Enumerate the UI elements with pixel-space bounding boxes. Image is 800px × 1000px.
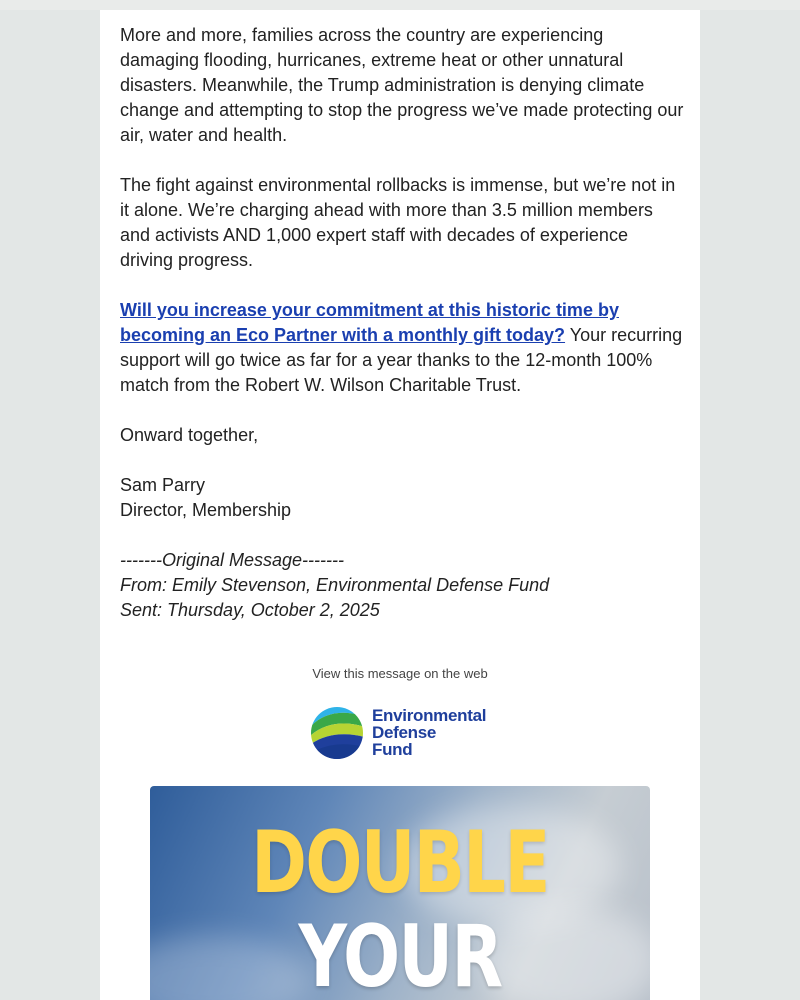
cta-link[interactable]: Will you increase your commitment at this historic time by becoming an Eco Partner with a monthly gift today?: [120, 300, 619, 345]
signature-title: Director, Membership: [120, 500, 292, 520]
original-message-header: [120, 548, 680, 623]
top-strip: [0, 0, 800, 10]
paragraph-2: The fight against environmental rollbacks is immense, but we’re not in it alone. We’re charging ahead with more than 3.5 million members and activists AND 1,000 expert staff with decades of experience driving progress.: [120, 175, 676, 270]
view-on-web-link[interactable]: View this message on the web: [312, 666, 488, 681]
original-message-divider: -------Original Message-------: [120, 550, 344, 570]
logo-line-3: Fund: [372, 740, 413, 759]
cta-followup: Your recurring support will go twice as far for a year thanks to the 12-month 100% match from the Robert W. Wilson Charitable Trust.: [120, 325, 683, 395]
signature: [120, 473, 685, 523]
logo-line-2: Defense: [372, 723, 437, 742]
email-body: [100, 10, 700, 1000]
edf-logo[interactable]: [310, 705, 500, 761]
logo-line-1: Environmental: [372, 706, 487, 725]
paragraph-1: More and more, families across the country are experiencing damaging flooding, hurricanes, extreme heat or other unnatural disasters. Meanwhile, the Trump administration is denying climate change and attempting to stop the progress we’ve made protecting our air, water and health.: [120, 25, 684, 145]
closing: Onward together,: [120, 425, 259, 445]
original-sent: Sent: Thursday, October 2, 2025: [120, 600, 380, 620]
cta-paragraph: [120, 298, 685, 398]
hero-banner[interactable]: [150, 786, 650, 1000]
signature-name: Sam Parry: [120, 475, 206, 495]
logo-wordmark: [372, 707, 486, 758]
message-content: [120, 23, 685, 523]
hero-headline-line-1: DOUBLE: [251, 813, 549, 913]
original-from: From: Emily Stevenson, Environmental Defense Fund: [120, 575, 550, 595]
edf-swoosh-icon: [310, 706, 364, 760]
hero-headline-line-2: YOUR: [298, 907, 502, 1000]
